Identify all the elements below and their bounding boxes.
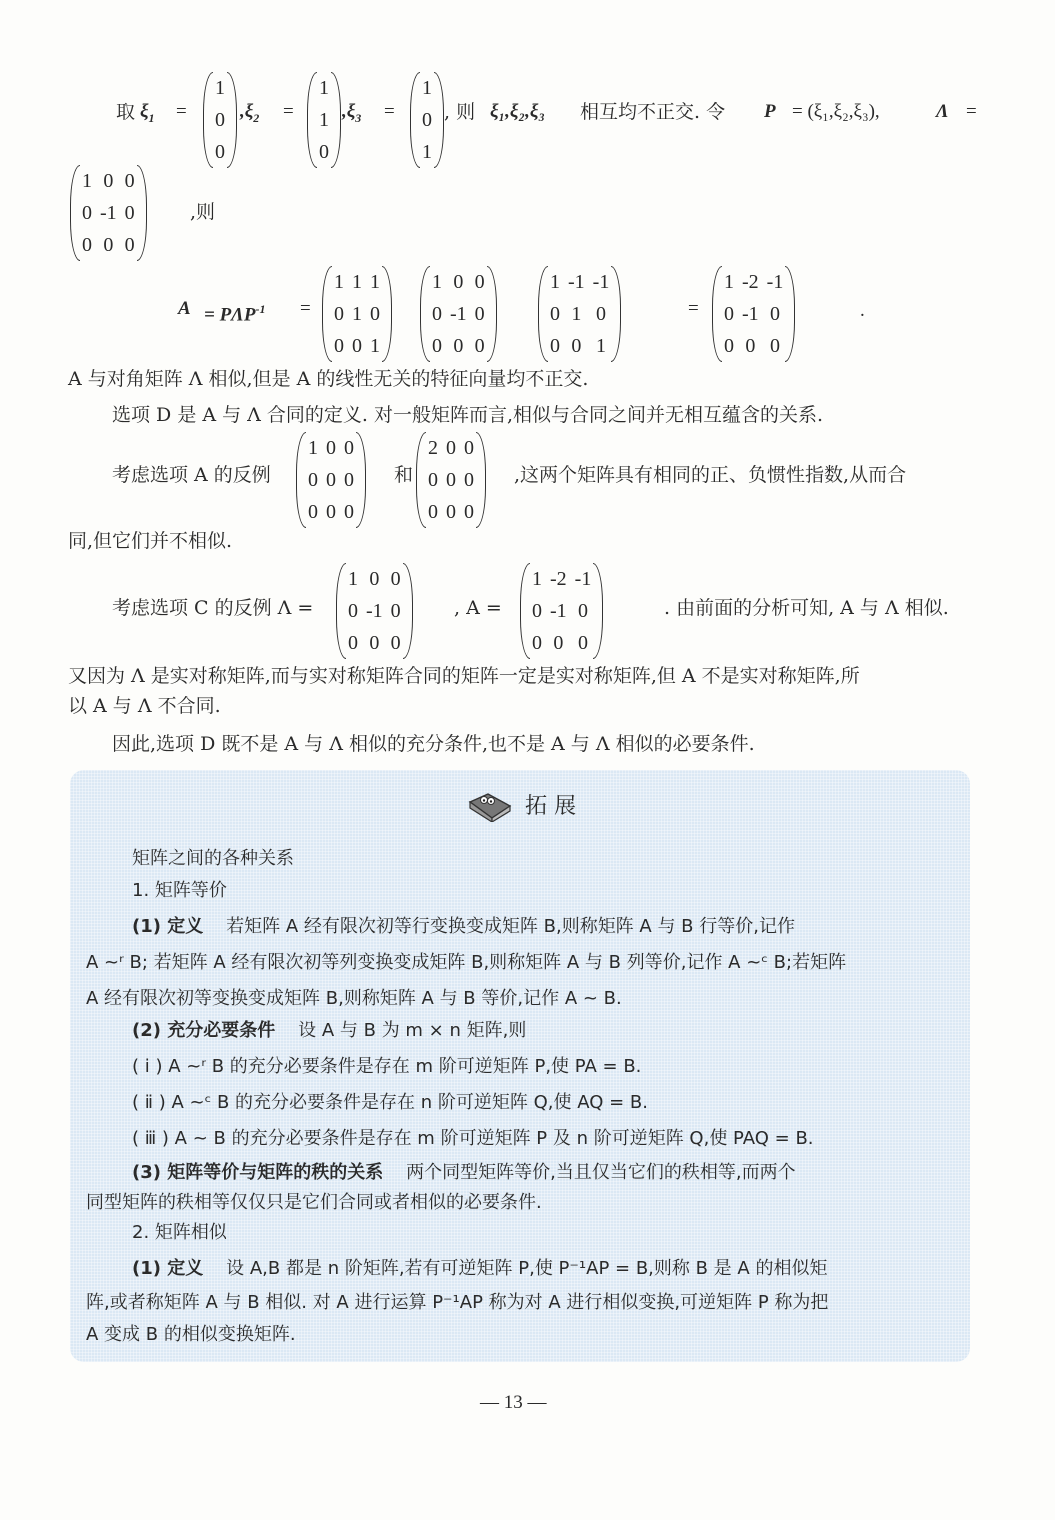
vector-xi1: 1 0 0 [203, 72, 237, 168]
s1-definition-line-1: (1) 定义 若矩阵 A 经有限次初等行变换变成矩阵 B,则称矩阵 A 与 B 行等价,记作 [132, 916, 795, 937]
P-definition: = (ξ₁,ξ₂,ξ₃), [792, 101, 880, 122]
P-symbol: P [764, 101, 776, 122]
s2-definition-line-3: A 变成 B 的相似变换矩阵. [86, 1324, 296, 1345]
vector-xi3: 1 0 1 [410, 72, 444, 168]
s2-definition-line-2: 阵,或者称矩阵 A 与 B 相似. 对 A 进行运算 P⁻¹AP 称为对 A 进行相似变换,可逆矩阵 P 称为把 [86, 1292, 829, 1313]
eq-period: . [860, 300, 865, 321]
s2-definition-line-1: (1) 定义 设 A,B 都是 n 阶矩阵,若有可逆矩阵 P,使 P⁻¹AP = B,则称 B 是 A 的相似矩 [132, 1258, 828, 1279]
section-2-title: 2. 矩阵相似 [132, 1222, 227, 1243]
book-icon [468, 792, 514, 822]
counterexample-A-matrix-1: 1 0 0 0 0 0 0 0 0 [296, 432, 366, 528]
extension-box [70, 770, 970, 1362]
paragraph-6: 因此,选项 D 既不是 A 与 Λ 相似的充分条件,也不是 A 与 Λ 相似的必要条件. [112, 733, 755, 755]
paragraph-5: 又因为 Λ 是实对称矩阵,而与实对称矩阵合同的矩阵一定是实对称矩阵,但 A 不是实对称矩阵,所 [68, 665, 860, 687]
extension-title: 拓 展 [525, 794, 577, 819]
matrix-result: 1 -2 -1 0 -1 0 0 0 0 [712, 266, 795, 362]
s1-condition-iii: ( ⅲ ) A ~ B 的充分必要条件是存在 m 阶可逆矩阵 P 及 n 阶可逆矩阵 Q,使 PAQ = B. [132, 1128, 814, 1149]
s1-condition: (2) 充分必要条件 设 A 与 B 为 m × n 矩阵,则 [132, 1020, 527, 1041]
s1-condition-ii: ( ⅱ ) A ~ᶜ B 的充分必要条件是存在 n 阶可逆矩阵 Q,使 AQ = B. [132, 1092, 648, 1113]
paragraph-4-mid: , A = [454, 597, 502, 619]
eq-sign: = [176, 101, 187, 122]
extension-header [468, 792, 576, 822]
paragraph-3-cont: 同,但它们并不相似. [68, 530, 233, 552]
counterexample-A-matrix-2: 2 0 0 0 0 0 0 0 0 [416, 432, 486, 528]
extension-heading: 矩阵之间的各种关系 [132, 848, 294, 869]
eq-sign: = [283, 101, 294, 122]
matrix-P-inverse: 1 -1 -1 0 1 0 0 0 1 [538, 266, 621, 362]
counterexample-C-Lambda: 1 0 0 0 -1 0 0 0 0 [336, 563, 413, 659]
xi3-symbol: $,\xi_3$ [342, 101, 362, 125]
paragraph-3-pre: 考虑选项 A 的反例 [112, 464, 271, 486]
xi1-symbol: $\xi_1$ [140, 101, 155, 125]
xi-list: ξ₁,ξ₂,ξ₃ [490, 101, 545, 122]
page-number: — 13 — [480, 1392, 547, 1413]
matrix-P: 1 1 1 0 1 0 0 0 1 [322, 266, 392, 362]
counterexample-C-A: 1 -2 -1 0 -1 0 0 0 0 [520, 563, 603, 659]
eq-lhs: A [178, 298, 191, 319]
paragraph-3-and: 和 [394, 464, 414, 486]
eq-sign: = [688, 298, 699, 319]
vector-xi2: 1 1 0 [307, 72, 341, 168]
section-1-title: 1. 矩阵等价 [132, 880, 227, 901]
paragraph-1: A 与对角矩阵 Λ 相似,但是 A 的线性无关的特征向量均不正交. [68, 368, 589, 390]
matrix-Lambda: 1 0 0 0 -1 0 0 0 0 [420, 266, 497, 362]
paragraph-2: 选项 D 是 A 与 Λ 合同的定义. 对一般矩阵而言,相似与合同之间并无相互蕴含的关系. [112, 404, 824, 426]
s1-definition-line-2: A ~ʳ B; 若矩阵 A 经有限次初等列变换变成矩阵 B,则称矩阵 A 与 B 列等价,记作 A ~ᶜ B;若矩阵 [86, 952, 847, 973]
paragraph-3-post: ,这两个矩阵具有相同的正、负惯性指数,从而合 [514, 464, 907, 486]
lambda-then: ,则 [190, 201, 216, 223]
eq-sign: = [300, 298, 311, 319]
s1-definition-line-3: A 经有限次初等变换变成矩阵 B,则称矩阵 A 与 B 等价,记作 A ~ B. [86, 988, 622, 1009]
intro-take: 取 [116, 101, 136, 123]
eq-sign: = [384, 101, 395, 122]
paragraph-5-cont: 以 A 与 Λ 不合同. [68, 695, 221, 717]
s1-rank-line-2: 同型矩阵的秩相等仅仅只是它们合同或者相似的必要条件. [86, 1192, 542, 1213]
intro-then: , 则 [444, 101, 476, 123]
s1-condition-i: ( ⅰ ) A ~ʳ B 的充分必要条件是存在 m 阶可逆矩阵 P,使 PA = B. [132, 1056, 642, 1077]
xi2-symbol: $,\xi_2$ [240, 101, 260, 125]
lambda-matrix: 1 0 0 0 -1 0 0 0 0 [70, 165, 147, 261]
paragraph-4-pre: 考虑选项 C 的反例 Λ = [112, 597, 314, 619]
intro-mutual: 相互均不正交. 令 [580, 101, 726, 123]
eq-pap: = $P\Lambda P^{-1}$ [204, 302, 266, 326]
s1-rank-line-1: (3) 矩阵等价与矩阵的秩的关系 两个同型矩阵等价,当且仅当它们的秩相等,而两个 [132, 1162, 796, 1183]
paragraph-4-post: . 由前面的分析可知, A 与 Λ 相似. [664, 597, 949, 619]
eq-sign: = [966, 101, 977, 122]
Lambda-symbol: Λ [936, 101, 949, 122]
